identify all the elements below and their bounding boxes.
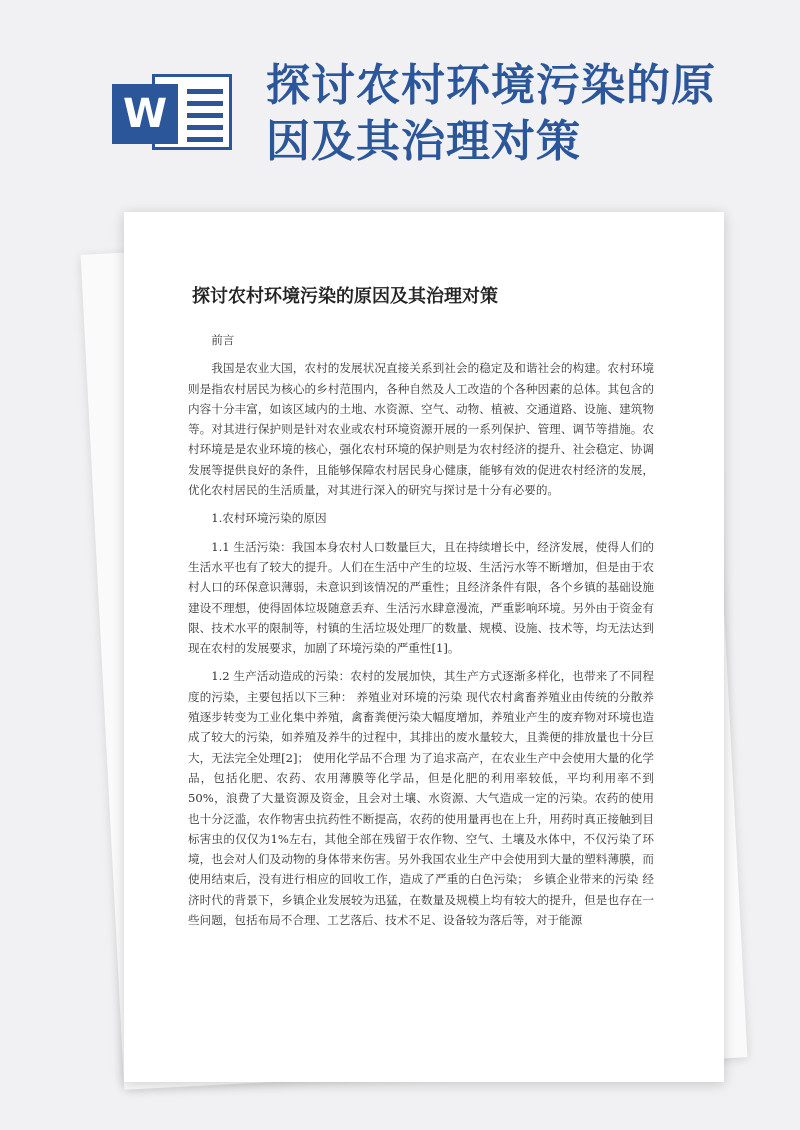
document-page	[124, 212, 724, 1082]
preface-label: 前言	[211, 333, 235, 347]
paragraph-1-1: 1.1 生活污染：我国本身农村人口数量巨大，且在持续增长中，经济发展，使得人们的生活水平也有了较大的提升。人们在生活中产生的垃圾、生活污水等不断增加，但是由于农村人口的环保意识薄弱，未意识到该情况的严重性；且经济条件有限，各个乡镇的基础设施建设不理想，使得固体垃圾随意丢弃、生活污水肆意漫流，严重影响环境。另外由于资金有限、技术水平的限制等，村镇的生活垃圾处理厂的数量、规模、设施、技术等，均无法达到现在农村的发展要求，加剧了环境污染的严重性[1]。	[188, 539, 654, 656]
word-document-icon	[112, 66, 232, 158]
paragraph-1-2: 1.2 生产活动造成的污染：农村的发展加快，其生产方式逐渐多样化，也带来了不同程度的污染，主要包括以下三种： 养殖业对环境的污染 现代农村禽畜养殖业由传统的分散养殖逐步转变为工业化集中养殖，禽畜粪便污染大幅度增加，养殖业产生的废弃物对环境也造成了较大的污染，如养殖及养牛的过程中，其排出的废水量较大，且粪便的排放量也十分巨大，无法完全处理[2]； 使用化学品不合理 为了追求高产，在农业生产中会使用大量的化学品，包括化肥、农药、农用薄膜等化学品，但是化肥的利用率较低，平均利用率不到50%，浪费了大量资源及资金，且会对土壤、水资源、大气造成一定的污染。农药的使用也十分泛滥，农作物害虫抗药性不断提高，农药的使用量再也在上升，用药时真正接触到目标害虫的仅仅为1%左右，其他全部在残留于农作物、空气、土壤及水体中，不仅污染了环境，也会对人们及动物的身体带来伤害。另外我国农业生产中会使用到大量的塑料薄膜，而使用结束后，没有进行相应的回收工作，造成了严重的白色污染； 乡镇企业带来的污染 经济时代的背景下，乡镇企业发展较为迅猛，在数量及规模上均有较大的提升，但是也存在一些问题，包括布局不合理、工艺落后、技术不足、设备较为落后等，对于能源	[188, 669, 654, 928]
section-heading-1: 1.农村环境污染的原因	[211, 511, 327, 526]
document-title: 探讨农村环境污染的原因及其治理对策	[192, 286, 498, 307]
banner-title: 探讨农村环境污染的原因及其治理对策	[266, 60, 716, 167]
paragraph-intro: 我国是农业大国，农村的发展状况直接关系到社会的稳定及和谐社会的构建。农村环境则是指农村居民为核心的乡村范围内，各种自然及人工改造的个各种因素的总体。其包含的内容十分丰富，如该区域内的土地、水资源、空气、动物、植被、交通道路、设施、建筑物等。对其进行保护则是针对农业或农村环境资源开展的一系列保护、管理、调节等措施。农村环境是是农业环境的核心，强化农村环境的保护则是为农村经济的提升、社会稳定、协调发展等提供良好的条件，且能够保障农村居民身心健康，能够有效的促进农村经济的发展，优化农村居民的生活质量，对其进行深入的研究与探讨是十分有必要的。	[188, 361, 654, 498]
word-logo-letter: W	[112, 84, 178, 144]
document-body	[188, 330, 654, 938]
header-banner	[0, 0, 800, 200]
